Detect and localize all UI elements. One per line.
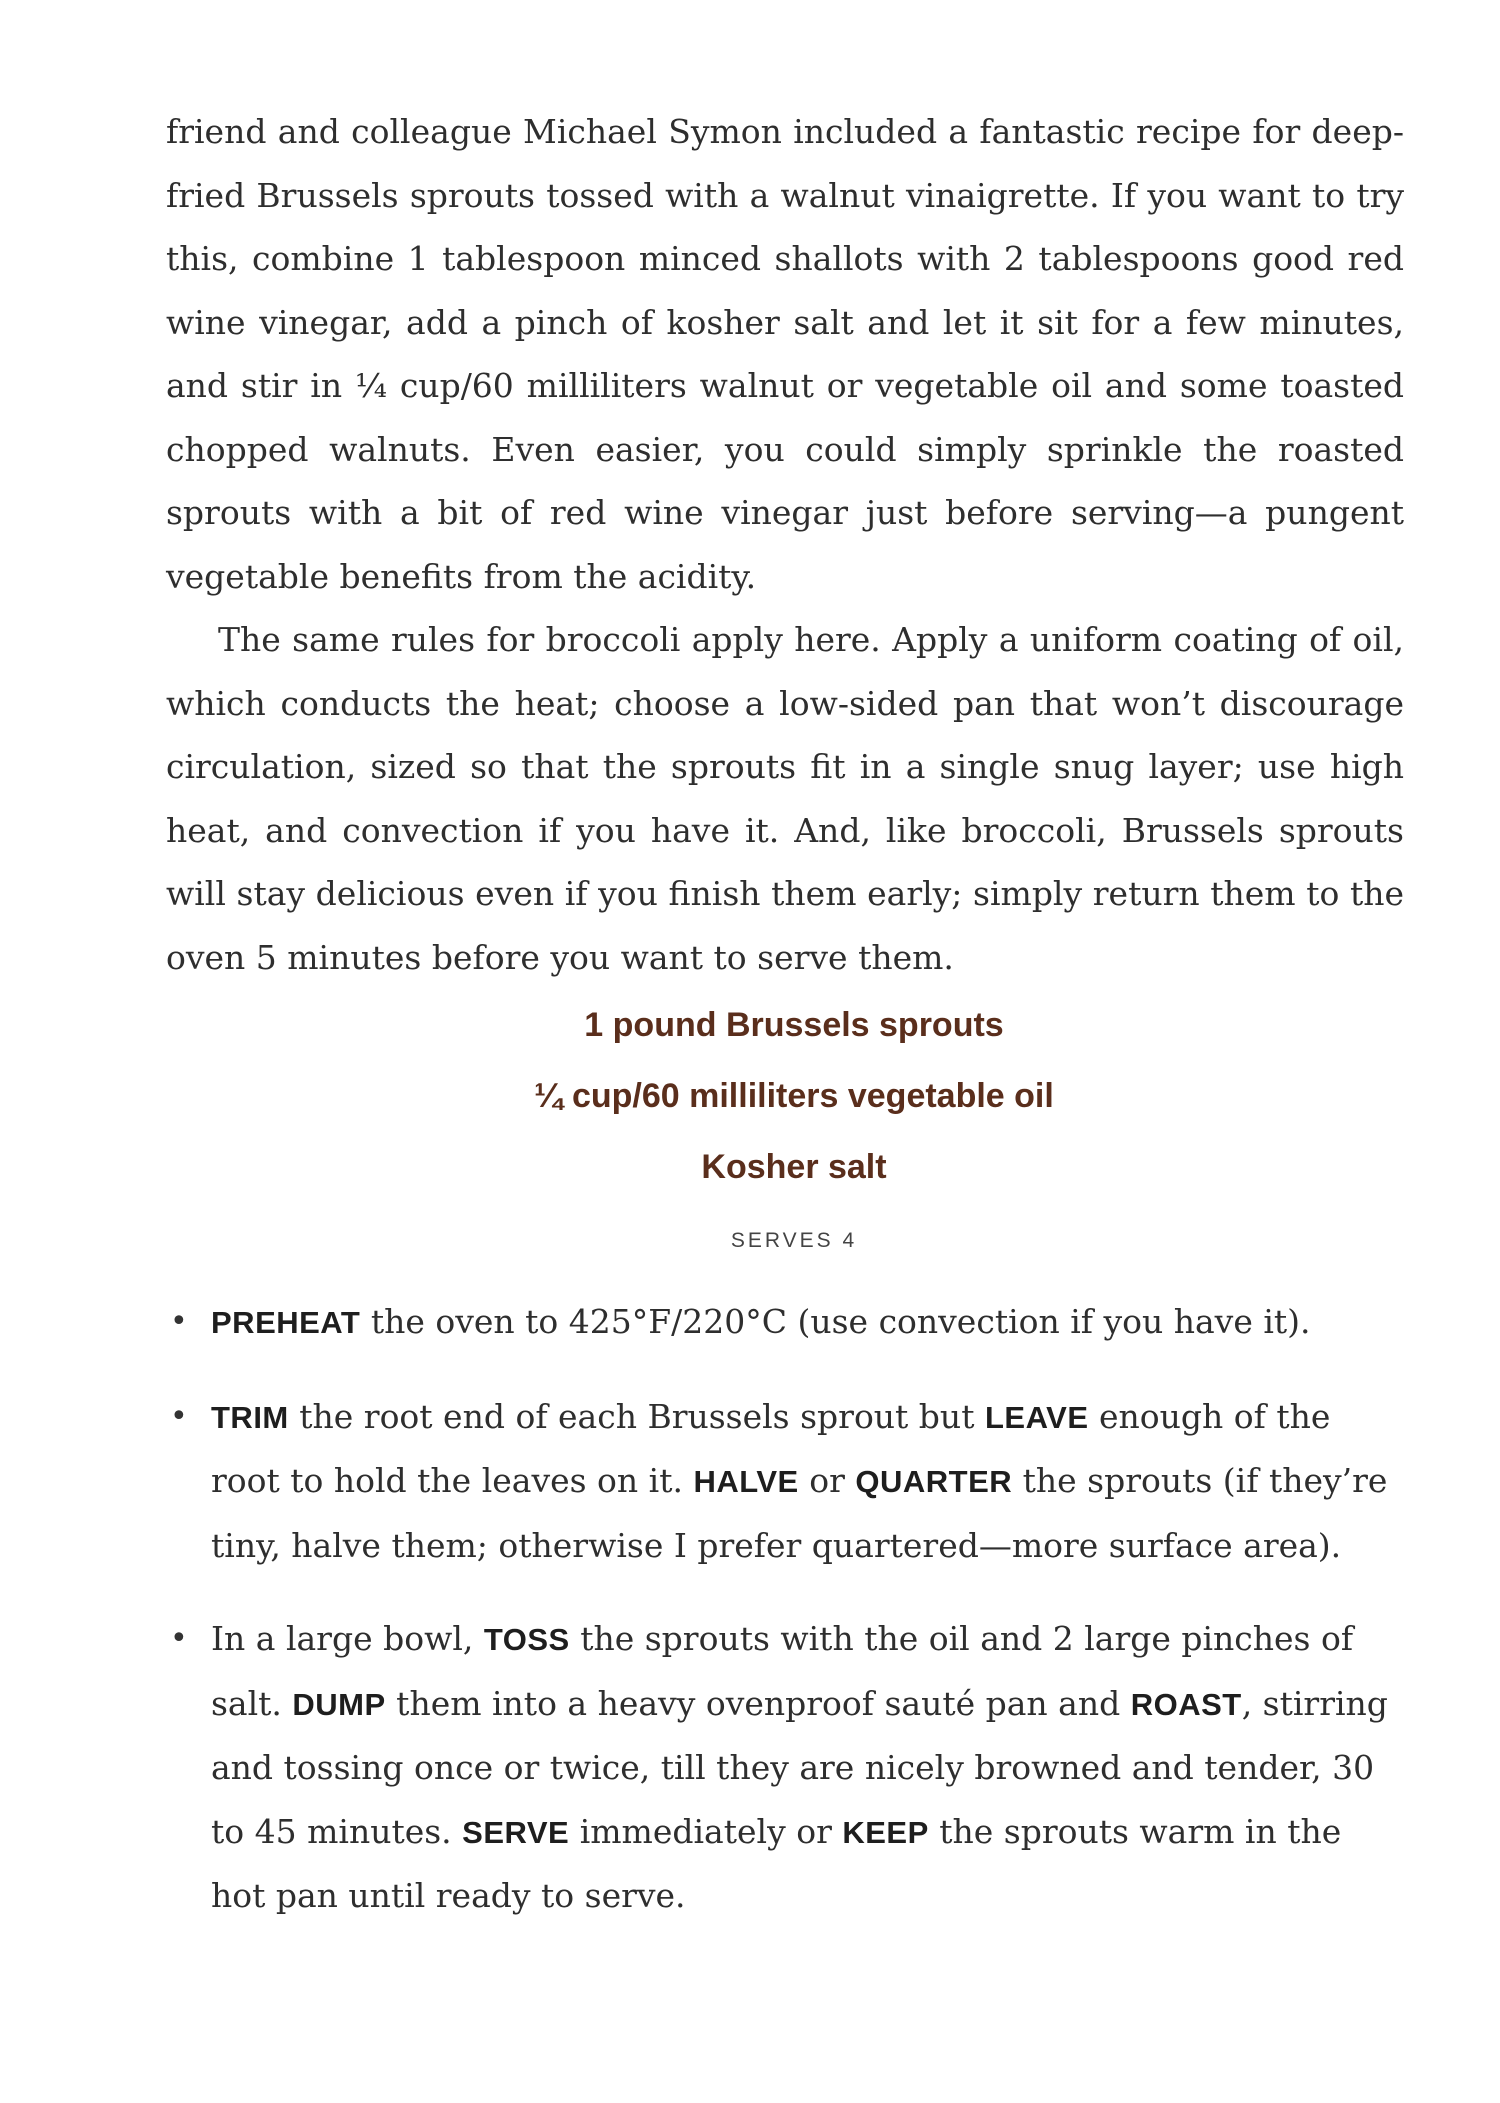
step-keyword: PREHEAT [211, 1305, 361, 1340]
step-keyword: LEAVE [984, 1399, 1089, 1435]
intro-text [166, 100, 1404, 989]
step-text: the root end of each Brussels sprout but [288, 1396, 985, 1436]
bullet-icon: • [170, 1304, 188, 1339]
bullet-icon: • [170, 1398, 188, 1434]
step-text: In a large bowl, [211, 1619, 484, 1658]
step-text: or [798, 1461, 856, 1500]
step-keyword: SERVE [462, 1814, 570, 1850]
serves-label: SERVES 4 [730, 1229, 858, 1252]
ingredient-item: 1 pound Brussels sprouts [584, 1006, 1004, 1044]
step-keyword: KEEP [842, 1814, 929, 1850]
ingredient-item: Kosher salt [701, 1148, 887, 1186]
ingredient-item: ¼ cup/60 milliliters vegetable oil [534, 1077, 1054, 1115]
bullet-icon: • [170, 1621, 188, 1656]
step-keyword: HALVE [693, 1464, 799, 1499]
step-keyword: TRIM [211, 1399, 289, 1435]
instruction-step [166, 1290, 1406, 1355]
step-keyword: QUARTER [855, 1464, 1013, 1499]
intro-paragraph: friend and colleague Michael Symon included a fantastic recipe for deep-fried Brussels sprouts tossed with a walnut vinaigrette. If you want to try this, combine 1 tablespoon minced shallots with 2 tablespoons good red wine vinegar, add a pinch of kosher salt and let it sit for a few minutes, and stir in ¼ cup/60 milliliters walnut or vegetable oil and some toasted chopped walnuts. Even easier, you could simply sprinkle the roasted sprouts with a bit of red wine vinegar just before serving—a pungent vegetable benefits from the acidity. [166, 112, 1404, 596]
step-text: enough of the root to hold the leaves on it. [211, 1396, 1331, 1500]
instruction-step [166, 1385, 1406, 1578]
step-keyword: TOSS [483, 1622, 570, 1657]
ingredient-list [0, 990, 1500, 1259]
step-text: the sprouts (if they’re tiny, halve them; otherwise I prefer quartered—more surface area). [211, 1461, 1388, 1565]
step-text: , stirring and tossing once or twice, till they are nicely browned and tender, 30 to 45 minutes. [211, 1683, 1388, 1851]
instruction-steps [166, 1290, 1406, 1958]
step-text: them into a heavy ovenproof sauté pan and [385, 1683, 1131, 1723]
step-text: the sprouts warm in the hot pan until ready to serve. [211, 1811, 1342, 1915]
instruction-step [166, 1607, 1406, 1928]
step-keyword: DUMP [292, 1686, 386, 1722]
step-text: the sprouts with the oil and 2 large pinches of salt. [211, 1619, 1354, 1723]
step-text: immediately or [569, 1811, 843, 1851]
step-text: the oven to 425°F/220°C (use convection if you have it). [360, 1302, 1311, 1341]
step-keyword: ROAST [1130, 1686, 1242, 1722]
intro-paragraph: The same rules for broccoli apply here. Apply a uniform coating of oil, which conducts the heat; choose a low-sided pan that won’t discourage circulation, sized so that the sprouts fit in a single snug layer; use high heat, and convection if you have it. And, like broccoli, Brussels sprouts will stay delicious even if you finish them early; simply return them to the oven 5 minutes before you want to serve them. [166, 620, 1404, 977]
